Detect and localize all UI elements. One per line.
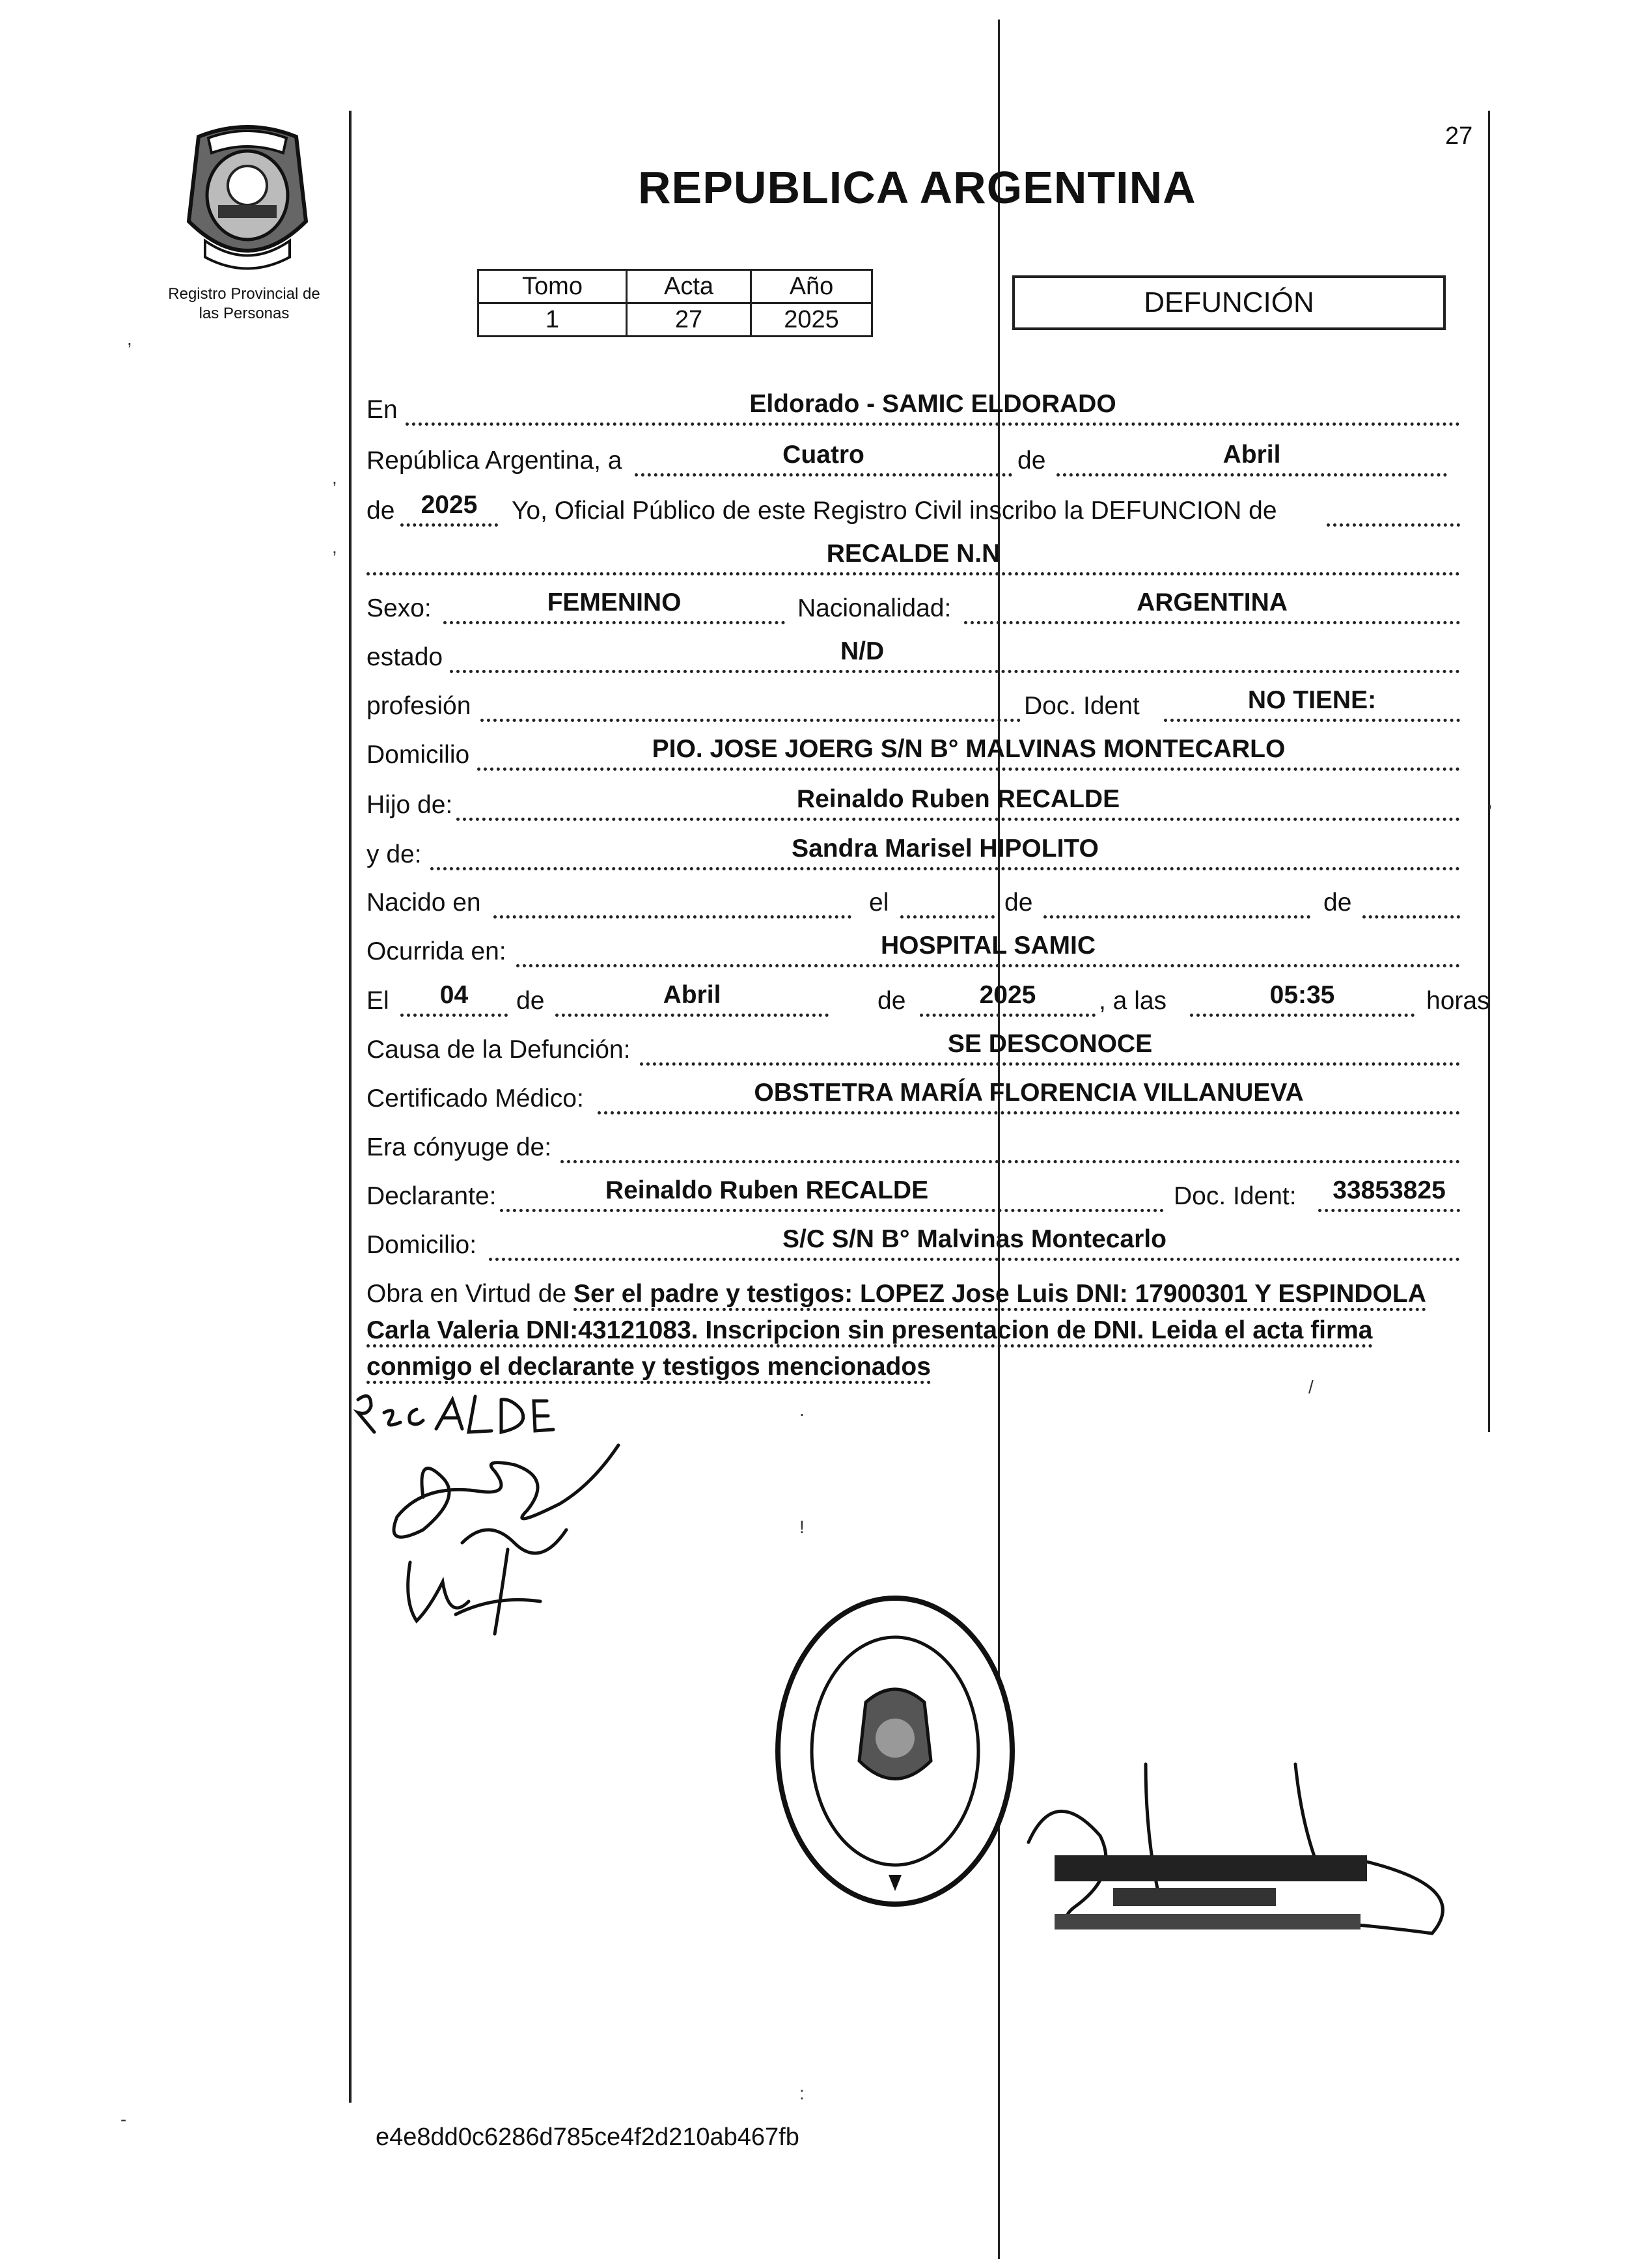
month-value: Abril bbox=[1222, 441, 1281, 469]
doc-ident-field bbox=[1164, 681, 1460, 722]
ocurrida-value: HOSPITAL SAMIC bbox=[880, 932, 1096, 960]
reference-table bbox=[477, 269, 873, 337]
acta-header: Acta bbox=[627, 270, 751, 303]
ocurrida-field bbox=[516, 926, 1460, 967]
profesion-label: profesión bbox=[366, 692, 471, 720]
document-hash: e4e8dd0c6286d785ce4f2d210ab467fb bbox=[376, 2123, 799, 2151]
causa-value: SE DESCONOCE bbox=[947, 1030, 1153, 1058]
el2-label: El bbox=[366, 987, 389, 1015]
tomo-header: Tomo bbox=[478, 270, 627, 303]
scan-mark: ! bbox=[799, 1517, 805, 1537]
anio-header: Año bbox=[751, 270, 872, 303]
day-value: Cuatro bbox=[782, 441, 864, 469]
row-estado bbox=[366, 638, 1460, 677]
row-en bbox=[366, 391, 1460, 430]
row-nacido bbox=[366, 883, 1460, 922]
scan-mark: : bbox=[799, 2083, 805, 2103]
scan-mark: - bbox=[120, 2109, 127, 2129]
conyuge-field bbox=[560, 1122, 1460, 1163]
en-value: Eldorado - SAMIC ELDORADO bbox=[749, 390, 1116, 418]
row-year bbox=[366, 491, 1460, 531]
org-name-line1: Registro Provincial de bbox=[168, 285, 320, 303]
row-republica bbox=[366, 441, 1460, 480]
declarant-signature bbox=[345, 1387, 670, 1660]
scan-mark: . bbox=[799, 1400, 805, 1420]
row-domicilio2 bbox=[366, 1226, 1460, 1265]
declarante-value: Reinaldo Ruben RECALDE bbox=[605, 1176, 929, 1204]
fecha-dia-value: 04 bbox=[439, 981, 469, 1009]
fecha-mes-field bbox=[555, 976, 829, 1017]
en-label: En bbox=[366, 396, 398, 424]
de-label: de bbox=[1017, 447, 1046, 475]
certificado-label: Certificado Médico: bbox=[366, 1085, 584, 1113]
de-birth-label-2: de bbox=[1323, 889, 1352, 917]
alas-label: , a las bbox=[1099, 987, 1167, 1015]
causa-field bbox=[640, 1025, 1460, 1066]
doc-ident2-field bbox=[1318, 1171, 1460, 1212]
scan-mark: , bbox=[332, 467, 337, 488]
doc-ident-label: Doc. Ident bbox=[1024, 692, 1140, 720]
nacido-label: Nacido en bbox=[366, 889, 481, 917]
page-number: 27 bbox=[1445, 122, 1473, 150]
year-tail-field bbox=[1327, 486, 1460, 527]
row-certificado bbox=[366, 1079, 1460, 1118]
conyuge-label: Era cónyuge de: bbox=[366, 1133, 552, 1161]
domicilio-field bbox=[477, 730, 1460, 771]
org-name-line2: las Personas bbox=[199, 305, 290, 322]
domicilio2-field bbox=[489, 1220, 1460, 1261]
nacionalidad-label: Nacionalidad: bbox=[797, 594, 952, 622]
sexo-value: FEMENINO bbox=[547, 588, 682, 616]
domicilio2-value: S/C S/N B° Malvinas Montecarlo bbox=[782, 1225, 1167, 1253]
year-value: 2025 bbox=[421, 491, 478, 519]
de-fecha-label-2: de bbox=[877, 987, 906, 1015]
sexo-field bbox=[443, 583, 785, 624]
yde-label: y de: bbox=[366, 840, 422, 868]
hijo-field bbox=[456, 780, 1460, 821]
fecha-anio-field bbox=[920, 976, 1096, 1017]
domicilio-value: PIO. JOSE JOERG S/N B° MALVINAS MONTECARLO bbox=[652, 735, 1286, 763]
declarante-field bbox=[500, 1171, 1164, 1212]
row-name bbox=[366, 540, 1460, 579]
de-fecha-label: de bbox=[516, 987, 545, 1015]
obra-label: Obra en Virtud de bbox=[366, 1280, 567, 1308]
hora-field bbox=[1190, 976, 1415, 1017]
name-field bbox=[366, 534, 1460, 575]
domicilio-label: Domicilio bbox=[366, 741, 470, 769]
yde-value: Sandra Marisel HIPOLITO bbox=[792, 835, 1099, 863]
document-type-box: DEFUNCIÓN bbox=[1012, 275, 1446, 330]
anio-value: 2025 bbox=[751, 303, 872, 337]
birth-month-field bbox=[1043, 878, 1310, 919]
hijo-label: Hijo de: bbox=[366, 791, 453, 819]
profesion-field bbox=[480, 681, 1021, 722]
deceased-name: RECALDE N.N bbox=[826, 540, 1001, 568]
obra-text: Ser el padre y testigos: LOPEZ Jose Luis DNI: 17900301 Y ESPINDOLA Carla Valeria DNI:43121083. Inscripcion sin presentacion de DNI. Leida el acta firma conmigo el declarante y testigos mencionados bbox=[366, 1280, 1426, 1384]
scan-mark: / bbox=[1308, 1377, 1314, 1397]
org-name bbox=[146, 284, 342, 324]
estado-field bbox=[450, 632, 1460, 673]
row-conyuge bbox=[366, 1128, 1460, 1167]
certificado-value: OBSTETRA MARÍA FLORENCIA VILLANUEVA bbox=[754, 1079, 1304, 1107]
month-field bbox=[1057, 436, 1447, 477]
yo-text: Yo, Oficial Público de este Registro Civil inscribo la DEFUNCION de bbox=[512, 497, 1277, 525]
el-field bbox=[900, 878, 995, 919]
fecha-anio-value: 2025 bbox=[979, 981, 1036, 1009]
registry-seal bbox=[768, 1588, 1022, 1914]
hora-value: 05:35 bbox=[1269, 981, 1335, 1009]
row-sexo bbox=[366, 589, 1460, 628]
domicilio2-label: Domicilio: bbox=[366, 1231, 477, 1259]
estado-value: N/D bbox=[840, 637, 885, 665]
de-year-label: de bbox=[366, 497, 395, 525]
certificado-field bbox=[598, 1073, 1460, 1114]
obra-paragraph bbox=[366, 1276, 1460, 1385]
birth-year-field bbox=[1362, 878, 1460, 919]
horas-label: horas bbox=[1426, 987, 1490, 1015]
nacionalidad-field bbox=[964, 583, 1460, 624]
row-hijo bbox=[366, 786, 1460, 825]
en-field bbox=[406, 385, 1460, 426]
row-fecha bbox=[366, 981, 1490, 1021]
republica-label: República Argentina, a bbox=[366, 447, 622, 475]
el-label: el bbox=[869, 889, 889, 917]
row-causa bbox=[366, 1030, 1460, 1070]
causa-label: Causa de la Defunción: bbox=[366, 1036, 631, 1064]
yde-field bbox=[430, 829, 1460, 870]
left-margin-line bbox=[349, 111, 352, 2103]
row-domicilio bbox=[366, 736, 1460, 775]
page-title: REPUBLICA ARGENTINA bbox=[638, 162, 1196, 213]
day-field bbox=[635, 436, 1012, 477]
acta-value: 27 bbox=[627, 303, 751, 337]
row-yde bbox=[366, 835, 1460, 874]
sexo-label: Sexo: bbox=[366, 594, 432, 622]
de-birth-label: de bbox=[1004, 889, 1033, 917]
scan-mark: , bbox=[332, 537, 337, 557]
doc-ident2-value: 33853825 bbox=[1333, 1176, 1446, 1204]
fecha-mes-value: Abril bbox=[663, 981, 721, 1009]
year-field bbox=[400, 486, 498, 527]
row-ocurrida bbox=[366, 932, 1460, 971]
right-margin-line bbox=[1488, 111, 1490, 1432]
tomo-value: 1 bbox=[478, 303, 627, 337]
hijo-value: Reinaldo Ruben RECALDE bbox=[796, 785, 1120, 813]
ocurrida-label: Ocurrida en: bbox=[366, 937, 506, 965]
scan-mark: , bbox=[127, 329, 132, 349]
fecha-dia-field bbox=[400, 976, 508, 1017]
doc-ident2-label: Doc. Ident: bbox=[1174, 1182, 1297, 1210]
province-emblem bbox=[179, 124, 316, 273]
row-declarante bbox=[366, 1177, 1460, 1216]
official-signature-stamp bbox=[1015, 1758, 1471, 1972]
nacionalidad-value: ARGENTINA bbox=[1137, 588, 1288, 616]
nacido-field bbox=[493, 878, 851, 919]
scan-mark: , bbox=[1487, 791, 1493, 811]
estado-label: estado bbox=[366, 643, 443, 671]
doc-ident-value: NO TIENE: bbox=[1247, 686, 1377, 714]
declarante-label: Declarante: bbox=[366, 1182, 497, 1210]
row-profesion bbox=[366, 687, 1460, 726]
